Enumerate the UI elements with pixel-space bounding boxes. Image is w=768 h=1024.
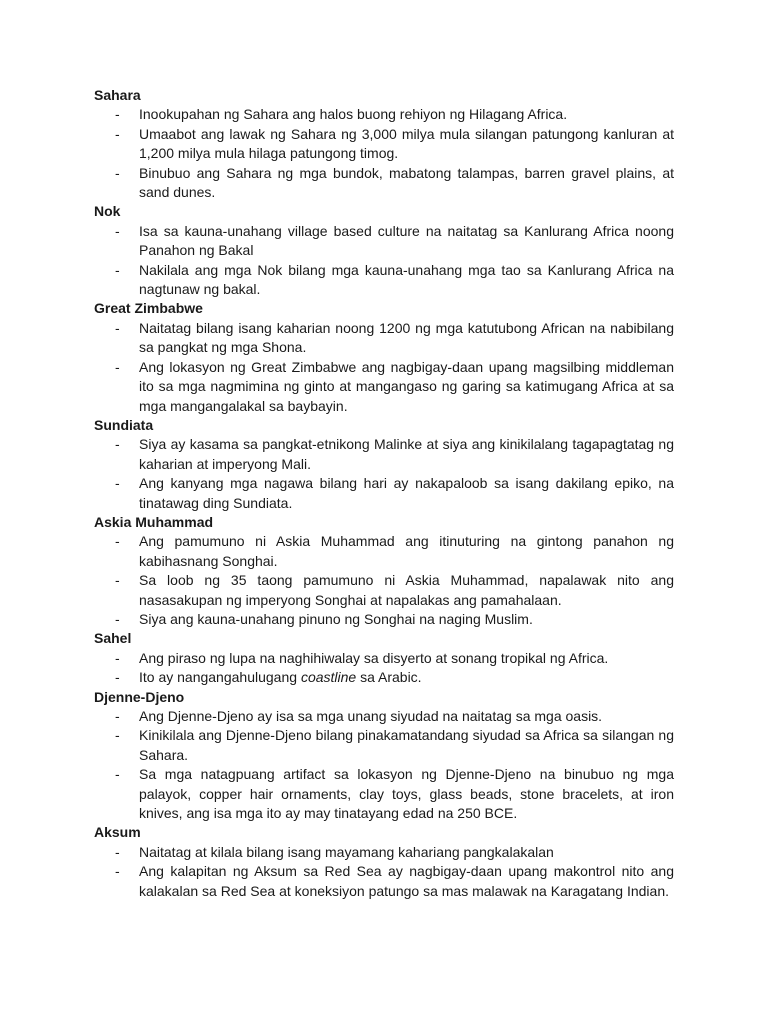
- list-item-text-post: sa Arabic.: [356, 669, 422, 686]
- dash-bullet-icon: -: [115, 727, 120, 744]
- list-item: [94, 261, 674, 300]
- dash-bullet-icon: -: [115, 708, 120, 724]
- dash-bullet-icon: -: [115, 106, 120, 123]
- list-item: [94, 532, 674, 571]
- section-heading: Sundiata: [94, 416, 154, 433]
- dash-bullet-icon: -: [115, 766, 120, 783]
- list-item-text: Umaabot ang lawak ng Sahara ng 3,000 milya mula silangan patungong kanluran at 1,200 milya mula hilaga patungong timog.: [139, 125, 674, 162]
- section-heading: Askia Muhammad: [94, 513, 214, 530]
- list-item-text: Binubuo ang Sahara ng mga bundok, mabatong talampas, barren gravel plains, at sand dunes.: [139, 164, 674, 201]
- list-item-text: Ang Djenne-Djeno ay isa sa mga unang siyudad na naitatag sa mga oasis.: [139, 708, 603, 724]
- section-heading: Great Zimbabwe: [94, 300, 203, 317]
- section-heading: Aksum: [94, 824, 141, 841]
- bullet-list: [94, 222, 674, 300]
- list-item-text: Kinikilala ang Djenne-Djeno bilang pinakamatandang siyudad sa Africa sa silangan ng Sahara.: [139, 727, 674, 763]
- list-item: [94, 843, 674, 862]
- section-sundiata: [94, 416, 674, 513]
- list-item: [94, 668, 674, 687]
- section-heading: Sahara: [94, 87, 141, 103]
- list-item-text: Ang pamumuno ni Askia Muhammad ang itinuturing na gintong panahon ng kabihasnang Songhai.: [139, 533, 674, 569]
- bullet-list: [94, 649, 674, 688]
- dash-bullet-icon: -: [115, 358, 120, 375]
- section-heading: Sahel: [94, 630, 132, 647]
- dash-bullet-icon: -: [115, 319, 120, 336]
- list-item-text-pre: Ito ay nangangahulugang: [139, 669, 301, 686]
- list-item-text: Siya ay kasama sa pangkat-etnikong Malinke at siya ang kinikilalang tagapagtatag ng kaharian at imperyong Mali.: [139, 436, 674, 472]
- list-item: [94, 474, 674, 513]
- list-item-text: Nakilala ang mga Nok bilang mga kauna-unahang mga tao sa Kanlurang Africa na nagtunaw ng bakal.: [139, 261, 674, 298]
- list-item: [94, 610, 674, 629]
- list-item: [94, 164, 674, 203]
- list-item-text: Inookupahan ng Sahara ang halos buong rehiyon ng Hilagang Africa.: [139, 106, 568, 123]
- bullet-list: [94, 319, 674, 416]
- list-item-text: Naitatag bilang isang kaharian noong 1200 ng mga katutubong African na nabibilang sa pangkat ng mga Shona.: [139, 319, 674, 356]
- dash-bullet-icon: -: [115, 843, 120, 860]
- list-item-text: Ang lokasyon ng Great Zimbabwe ang nagbigay-daan upang magsilbing middleman ito sa mga nagmimina ng ginto at mangangaso ng garing sa katimugang Africa at sa mga mangangalakal sa baybayin.: [139, 358, 674, 414]
- bullet-list: [94, 532, 674, 629]
- list-item: [94, 726, 674, 765]
- list-item-text-italic: coastline: [300, 669, 357, 686]
- list-item: [94, 105, 674, 124]
- dash-bullet-icon: -: [115, 222, 120, 239]
- list-item: [94, 435, 674, 474]
- dash-bullet-icon: -: [115, 669, 120, 686]
- document-page: [94, 86, 674, 901]
- dash-bullet-icon: -: [115, 533, 120, 550]
- list-item: [94, 571, 674, 610]
- list-item-text: Ang kalapitan ng Aksum sa Red Sea ay nagbigay-daan upang makontrol nito ang kalakalan sa Red Sea at koneksiyon patungo sa mas malawak na Karagatang Indian.: [139, 863, 674, 899]
- section-aksum: [94, 823, 674, 901]
- section-askia-muhammad: [94, 513, 674, 629]
- list-item-text: Ang piraso ng lupa na naghihiwalay sa disyerto at sonang tropikal ng Africa.: [139, 649, 609, 666]
- list-item-text: Sa loob ng 35 taong pamumuno ni Askia Muhammad, napalawak nito ang nasasakupan ng imperyong Songhai at napalakas ang pamahalaan.: [139, 572, 674, 608]
- bullet-list: [94, 843, 674, 901]
- section-sahel: [94, 629, 674, 687]
- dash-bullet-icon: -: [115, 125, 120, 142]
- list-item: [94, 222, 674, 261]
- dash-bullet-icon: -: [115, 610, 120, 627]
- section-heading: Djenne-Djeno: [94, 688, 185, 705]
- list-item: [94, 125, 674, 164]
- dash-bullet-icon: -: [115, 164, 120, 181]
- section-heading: Nok: [94, 203, 121, 220]
- list-item: [94, 319, 674, 358]
- bullet-list: [94, 105, 674, 202]
- bullet-list: [94, 707, 674, 823]
- dash-bullet-icon: -: [115, 863, 120, 880]
- list-item: [94, 649, 674, 668]
- list-item-text: Sa mga natagpuang artifact sa lokasyon ng Djenne-Djeno na binubuo ng mga palayok, copper hair ornaments, clay toys, glass beads, stone bracelets, at iron knives, ang isa mga ito ay may tinatayang edad na 250 BCE.: [139, 766, 674, 822]
- dash-bullet-icon: -: [115, 436, 120, 453]
- dash-bullet-icon: -: [115, 649, 120, 666]
- dash-bullet-icon: -: [115, 475, 120, 492]
- dash-bullet-icon: -: [115, 261, 120, 278]
- dash-bullet-icon: -: [115, 572, 120, 589]
- list-item: [94, 765, 674, 823]
- list-item: [94, 707, 674, 726]
- list-item-text: Isa sa kauna-unahang village based culture na naitatag sa Kanlurang Africa noong Panahon ng Bakal: [139, 222, 674, 259]
- list-item: [94, 358, 674, 416]
- section-sahara: [94, 86, 674, 202]
- list-item-text: Naitatag at kilala bilang isang mayamang kahariang pangkalakalan: [139, 843, 554, 860]
- list-item-text: Ang kanyang mga nagawa bilang hari ay nakapaloob sa isang dakilang epiko, na tinatawag ding Sundiata.: [139, 475, 674, 511]
- list-item: [94, 862, 674, 901]
- list-item-text: Siya ang kauna-unahang pinuno ng Songhai na naging Muslim.: [139, 610, 533, 627]
- section-great-zimbabwe: [94, 299, 674, 415]
- section-djenne-djeno: [94, 688, 674, 824]
- section-nok: [94, 202, 674, 299]
- bullet-list: [94, 435, 674, 513]
